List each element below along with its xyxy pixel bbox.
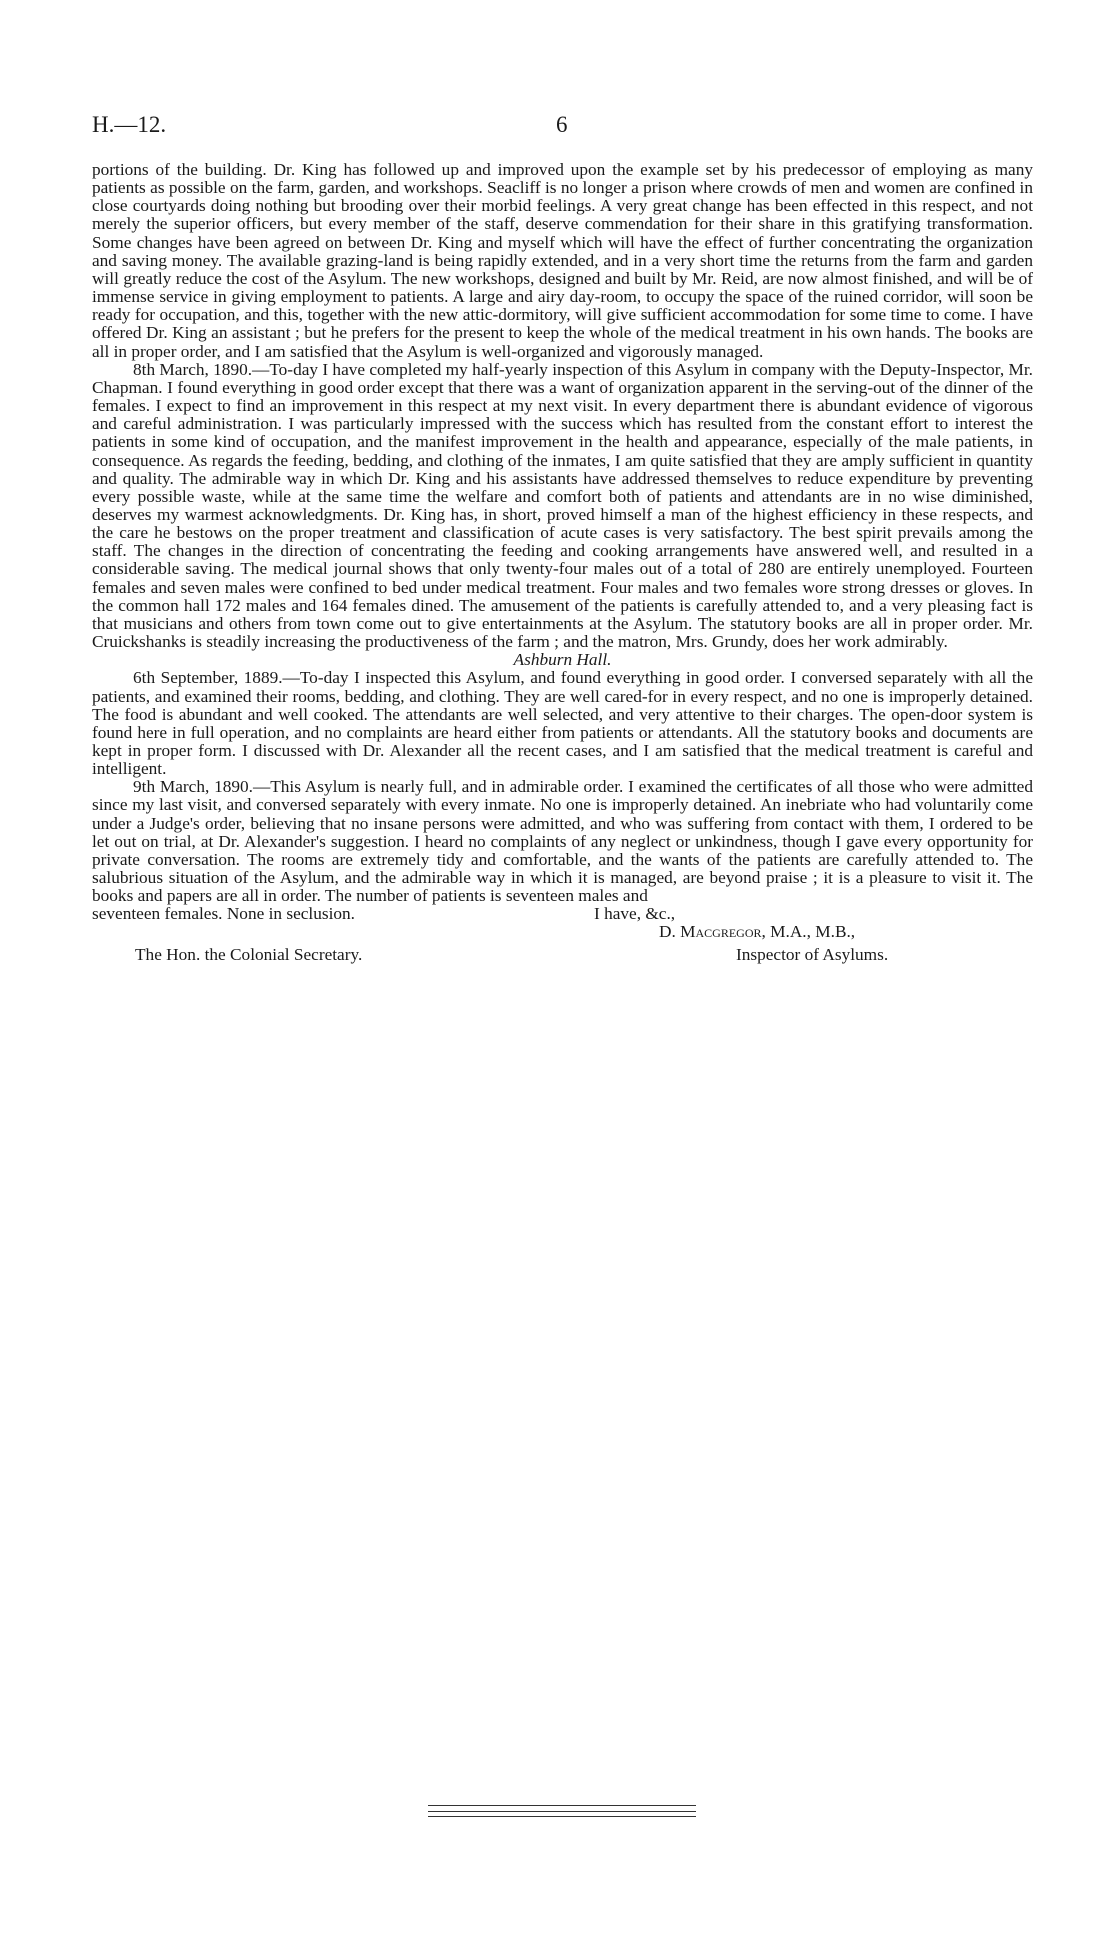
closing-last-line: seventeen females. None in seclusion. — [92, 904, 355, 924]
addressee: The Hon. the Colonial Secretary. — [135, 945, 363, 965]
closing-rule-top — [428, 1805, 696, 1806]
signature-degrees: , M.A., M.B., — [761, 922, 856, 942]
body-text — [92, 161, 1033, 974]
signature-name: D. Macgregor — [659, 922, 762, 942]
paragraph-seacliff-march-1890: 8th March, 1890.—To-day I have completed my half-yearly inspection of this Asylum in company with the Deputy-Inspector, Mr. Chapman. I found everything in good order except that there was a want of organization apparent in the serving-out of the dinner of the females. I expect to find an improvement in this respect at my next visit. In every department there is abundant evidence of vigorous and careful administration. I was particularly impressed with the success which has resulted from the constant effort to interest the patients in some kind of occupation, and the manifest improvement in the health and appearance, especially of the male patients, in consequence. As regards the feeding, bedding, and clothing of the inmates, I am quite satisfied that they are amply sufficient in quantity and quality. The admirable way in which Dr. King and his assistants have addressed themselves to reduce expenditure by preventing every possible waste, while at the same time the welfare and comfort both of patients and attendants are in no wise diminished, deserves my warmest acknowledgments. Dr. King has, in short, proved himself a man of the highest efficiency in these respects, and the care he bestows on the proper treatment and classification of acute cases is very satisfactory. The best spirit prevails among the staff. The changes in the direction of concentrating the feeding and cooking arrangements have answered well, and resulted in a considerable saving. The medical journal shows that only twenty-four males out of a total of 280 are entirely unemployed. Fourteen females and seven males were confined to bed under medical treatment. Four males and two females wore strong dresses or gloves. In the common hall 172 males and 164 females dined. The amusement of the patients is carefully attended to, and a very pleasing fact is that musicians and others from town come out to give entertainments at the Asylum. The statutory books are all in proper order. Mr. Cruickshanks is steadily increasing the productiveness of the farm ; and the matron, Mrs. Grundy, does her work admirably. — [92, 359, 1033, 652]
inspector-title: Inspector of Asylums. — [736, 945, 889, 965]
closing-block — [92, 905, 1033, 974]
closing-rule-middle — [428, 1811, 696, 1812]
paragraph-ashburn-march-1890: 9th March, 1890.—This Asylum is nearly full, and in admirable order. I examined the certificates of all those who were admitted since my last visit, and conversed separately with every inmate. No one is improperly detained. An inebriate who had voluntarily come under a Judge's order, believing that no insane persons were admitted, and who was suffering from contact with them, I ordered to be let out on trial, at Dr. Alexander's suggestion. I heard no complaints of any neglect or unkindness, though I gave every opportunity for private conversation. The rooms are extremely tidy and comfortable, and the wants of the patients are carefully attended to. The salubrious situation of the Asylum, and the admirable way in which it is managed, are beyond praise ; it is a pleasure to visit it. The books and papers are all in order. The number of patients is seventeen males and — [92, 777, 1033, 906]
signature — [659, 923, 855, 941]
section-heading-ashburn-hall: Ashburn Hall. — [513, 650, 612, 670]
page-number: 6 — [556, 112, 568, 137]
paragraph-seacliff-continued: portions of the building. Dr. King has followed up and improved upon the example set by his predecessor of employing as many patients as possible on the farm, garden, and workshops. Seacliff is no longer a prison where crowds of men and women are confined in close courtyards doing nothing but brooding over their morbid feelings. A very great change has been effected in this respect, and not merely the superior officers, but every member of the staff, deserve commendation for their share in this gratifying transformation. Some changes have been agreed on between Dr. King and myself which will have the effect of further concentrating the organization and saving money. The available grazing-land is being rapidly extended, and in a very short time the returns from the farm and garden will greatly reduce the cost of the Asylum. The new workshops, designed and built by Mr. Reid, are now almost finished, and will be of immense service in giving employment to patients. A large and airy day-room, to occupy the space of the ruined corridor, will soon be ready for occupation, and this, together with the new attic-dormitory, will give sufficient accommodation for some time to come. I have offered Dr. King an assistant ; but he prefers for the present to keep the whole of the medical treatment in his own hands. The books are all in proper order, and I am satisfied that the Asylum is well-organized and vigorously managed. — [92, 160, 1033, 361]
closing-rule-bottom — [428, 1816, 696, 1817]
salutation: I have, &c., — [594, 904, 676, 924]
page-header — [92, 112, 1032, 142]
report-reference: H.—12. — [92, 112, 167, 137]
paragraph-ashburn-september-1889: 6th September, 1889.—To-day I inspected this Asylum, and found everything in good order. I conversed separately with all the patients, and examined their rooms, bedding, and clothing. They are well cared-for in every respect, and no one is improperly detained. The food is abundant and well cooked. The attendants are well selected, and very attentive to their charges. The open-door system is found here in full operation, and no complaints are heard either from patients or attendants. All the statutory books and documents are kept in proper form. I discussed with Dr. Alexander all the recent cases, and I am satisfied that the medical treatment is careful and intelligent. — [92, 668, 1033, 779]
